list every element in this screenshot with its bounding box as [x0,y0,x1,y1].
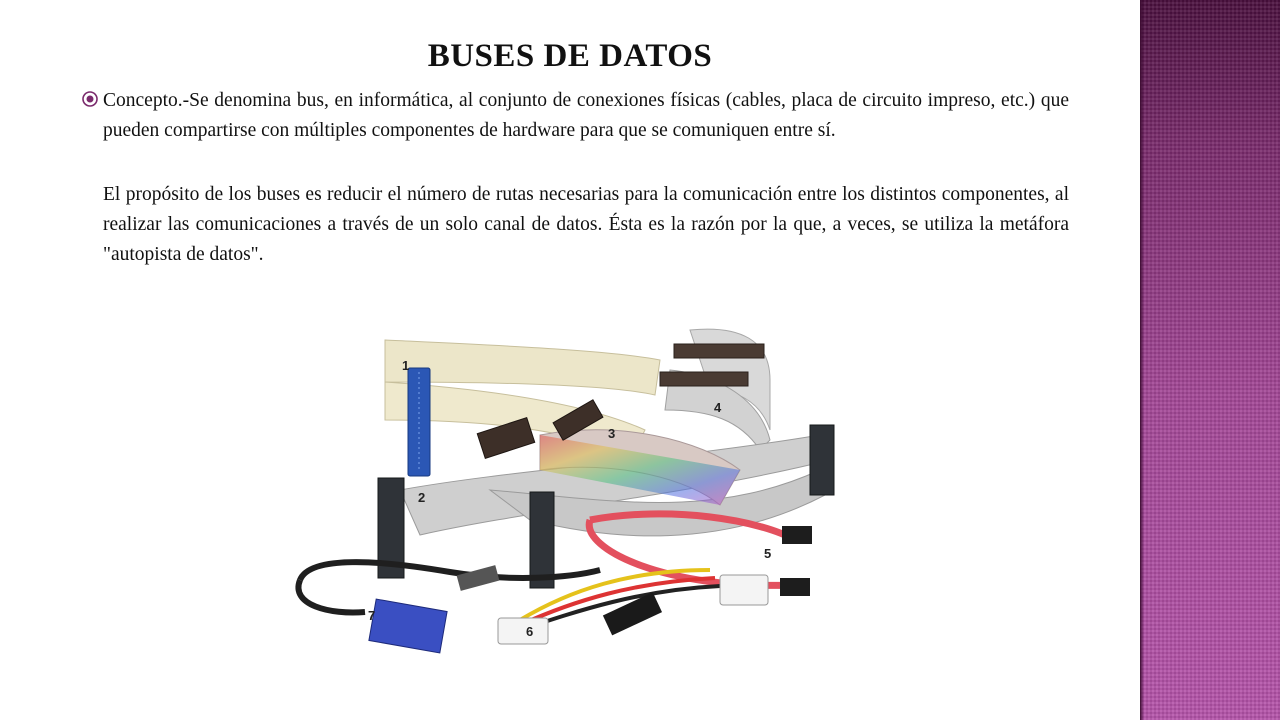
figure-label-2: 2 [418,490,426,505]
figure-label-4: 4 [714,400,722,415]
ribbon-cable-4 [660,329,770,450]
figure-label-5: 5 [764,546,772,561]
figure-label-7: 7 [368,608,376,623]
slide-title: BUSES DE DATOS [427,38,713,74]
target-bullet-icon [80,89,100,109]
purpose-paragraph: El propósito de los buses es reducir el número de rutas necesarias para la comunicación entre los distintos componentes, al realizar las comunicaciones a través de un solo canal de datos. Ésta es la razón por la que, a veces, se utiliza la metáfora "autopista de datos". [103,184,1069,265]
figure-label-3: 3 [608,426,616,441]
decorative-side-band [1140,0,1280,720]
concept-paragraph: Concepto.-Se denomina bus, en informática, al conjunto de conexiones físicas (cables, placa de circuito impreso, etc.) que pueden compartirse con múltiples componentes de hardware para que se comuniquen entre sí. [103,90,1069,141]
round-cable-7 [298,562,600,653]
figure-label-6: 6 [526,624,534,639]
bus-cables-figure [290,320,850,660]
figure-label-1: 1 [402,358,410,373]
